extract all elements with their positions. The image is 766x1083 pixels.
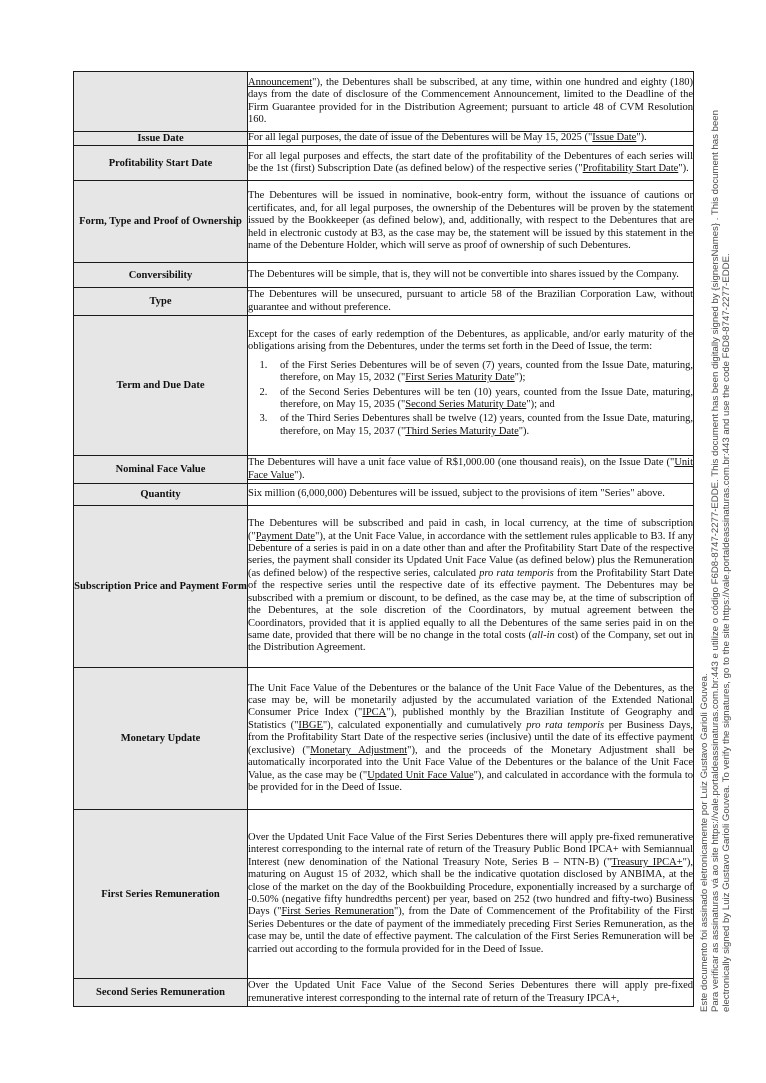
- row-label: Type: [74, 288, 248, 316]
- signature-notice-line-3: electronically signed by Luiz Gustavo Garioli Gouvea. To verify the signatures, go to the site https://vale.portaldeassinaturas.com.br:443 and use the code F6D8-8747-2277-EDDE.: [721, 253, 732, 1012]
- signature-notice-line-1: Este documento foi assinado eletronicamente por Luiz Gustavo Garioli Gouvea.: [699, 673, 710, 1012]
- list-item: 2. of the Second Series Debentures will be ten (10) years, counted from the Issue Date, maturing, therefore, on May 15, 2035 ("Second Series Maturity Date"); and: [270, 387, 693, 412]
- row-paragraph: The Debentures will be issued in nominative, book-entry form, without the issuance of cautions or certificates, and, for all legal purposes, the ownership of the Debentures will be proven by the statement issued by the Bookkeeper (as defined below), and, additionally, with respect to the Debentures that are held in electronic custody at B3, as the case may be, the statement will be issued by this statement in the name of the Debenture Holder, which will serve as proof of ownership of such Debentures.: [248, 190, 693, 252]
- row-paragraph: The Debentures will have a unit face value of R$1,000.00 (one thousand reais), on the Issue Date ("Unit Face Value").: [248, 457, 693, 481]
- row-content: [248, 181, 694, 263]
- list-item: 3. of the Third Series Debentures shall be twelve (12) years, counted from the Issue Date, maturing, therefore, on May 15, 2037 ("Third Series Maturity Date").: [270, 413, 693, 438]
- table-row: [74, 316, 694, 456]
- table-row: [74, 506, 694, 668]
- table-row: [74, 263, 694, 288]
- row-content: [248, 132, 694, 146]
- table-row: [74, 979, 694, 1007]
- row-label: Conversibility: [74, 263, 248, 288]
- row-paragraph: The Debentures will be simple, that is, they will not be convertible into shares issued by the Company.: [248, 268, 679, 280]
- row-content: [248, 484, 694, 506]
- row-label: First Series Remuneration: [74, 810, 248, 979]
- row-content: [248, 810, 694, 979]
- row-paragraph: Over the Updated Unit Face Value of the First Series Debentures there will apply pre-fixed remunerative interest corresponding to the internal rate of return of the Treasury Public Bond IPCA+ with Semiannual Interest (new denomination of the National Treasury Note, Series B – NTN-B) ("Treasury IPCA+"), maturing on August 15 of 2032, which shall be the indicative quotation disclosed by ANBIMA, at the close of the market on the day of the Bookbuilding Procedure, exponentially increased by a surcharge of -0.50% (negative fifty hundredths percent) per year, based on 252 (two hundred and fifty-two) Business Days ("First Series Remuneration"), from the Date of Commencement of the Profitability of the First Series Debentures or the date of payment of the immediately preceding First Series Remuneration, as the case may be, until the date of effective payment. The calculation of the First Series Remuneration will be carried out according to the formula provided for in the Deed of Issue.: [248, 831, 693, 955]
- row-paragraph: Six million (6,000,000) Debentures will be issued, subject to the provisions of item "Series" above.: [248, 488, 665, 500]
- row-label: Subscription Price and Payment Form: [74, 506, 248, 668]
- term-list: [248, 360, 693, 438]
- table-row: [74, 288, 694, 316]
- row-label: Term and Due Date: [74, 316, 248, 456]
- table-row: [74, 456, 694, 484]
- row-paragraph: The Debentures will be unsecured, pursuant to article 58 of the Brazilian Corporation Law, without guarantee and without preference.: [248, 289, 693, 313]
- row-content: [248, 263, 694, 288]
- table-row: [74, 810, 694, 979]
- row-label: Nominal Face Value: [74, 456, 248, 484]
- row-content: [248, 456, 694, 484]
- row-paragraph: The Debentures will be subscribed and paid in cash, in local currency, at the time of subscription ("Payment Date"), at the Unit Face Value, in accordance with the settlement rules applicable to B3. If any Debenture of a series is paid in on a date other than and after the Profitability Start Date of the respective series, the payment shall consider its Updated Unit Face Value (as defined below) plus the Remuneration (as defined below) of the respective series, calculated pro rata temporis from the Profitability Start Date of the respective series until the respective date of its effective payment. The Debentures may be subscribed with a premium or discount, to be defined, as the case may be, at the time of subscription of the Debentures, at the sole discretion of the Coordinators, by mutual agreement between the Coordinators, provided that it is applied equally to all the Debentures of the same series paid in on the same date, provided that there will be no change in the total costs (all-in cost) of the Company, set out in the Distribution Agreement.: [248, 518, 694, 654]
- row-content: [248, 668, 694, 810]
- table-row: [74, 181, 694, 263]
- row-content: [248, 316, 694, 456]
- row-content: [248, 146, 694, 181]
- row-paragraph: Announcement"), the Debentures shall be subscribed, at any time, within one hundred and eighty (180) days from the date of disclosure of the Commencement Announcement, limited to the Deadline of the Firm Guarantee provided for in the Distribution Agreement; pursuant to article 48 of CVM Resolution 160.: [248, 76, 693, 125]
- row-content: [248, 288, 694, 316]
- row-content: [248, 979, 694, 1007]
- table-row: [74, 668, 694, 810]
- table-row: [74, 72, 694, 132]
- row-paragraph: The Unit Face Value of the Debentures or the balance of the Unit Face Value of the Debentures, as the case may be, will be monetarily adjusted by the accumulated variation of the Extended National Consumer Price Index ("IPCA"), published monthly by the Brazilian Institute of Geography and Statistics ("IBGE"), calculated exponentially and cumulatively pro rata temporis per Business Days, from the Profitability Start Date of the respective series (inclusive) until the date of its effective payment (exclusive) ("Monetary Adjustment"), and the proceeds of the Monetary Adjustment shall be automatically incorporated into the Unit Face Value of the Debentures or the balance of the Unit Face Value, as the case may be ("Updated Unit Face Value"), and calculated in accordance with the formula to be provided for in the Deed of Issue.: [248, 682, 694, 793]
- table-row: [74, 132, 694, 146]
- row-content: [248, 72, 694, 132]
- row-label: Form, Type and Proof of Ownership: [74, 181, 248, 263]
- row-label: Issue Date: [74, 132, 248, 146]
- row-paragraph: For all legal purposes and effects, the start date of the profitability of the Debentures of each series will be the 1st (first) Subscription Date (as defined below) of the respective series ("Profitability Start Date").: [248, 150, 693, 174]
- debenture-terms-table: [73, 71, 694, 1007]
- row-paragraph: Over the Updated Unit Face Value of the Second Series Debentures there will apply pre-fixed remunerative interest corresponding to the internal rate of return of the Treasury IPCA+,: [248, 980, 693, 1004]
- row-label: [74, 72, 248, 132]
- row-intro: Except for the cases of early redemption of the Debentures, as applicable, and/or early maturity of the obligations arising from the Debentures, under the terms set forth in the Deed of Issue, the term:: [248, 328, 693, 353]
- list-item: 1. of the First Series Debentures will be of seven (7) years, counted from the Issue Date, maturing, therefore, on May 15, 2032 ("First Series Maturity Date");: [270, 360, 693, 385]
- row-paragraph: For all legal purposes, the date of issue of the Debentures will be May 15, 2025 ("Issue Date").: [248, 132, 647, 144]
- row-content: [248, 506, 694, 668]
- row-label: Profitability Start Date: [74, 146, 248, 181]
- table-row: [74, 146, 694, 181]
- table-row: [74, 484, 694, 506]
- signature-notice-line-2: Para verificar as assinaturas vá ao site https://vale.portaldeassinaturas.com.br:443 e utilize o código F6D8-8747-2277-EDDE. This document has been digitally signed by {signersNames} . This document has been: [710, 110, 721, 1012]
- row-label: Second Series Remuneration: [74, 979, 248, 1007]
- row-label: Quantity: [74, 484, 248, 506]
- row-label: Monetary Update: [74, 668, 248, 810]
